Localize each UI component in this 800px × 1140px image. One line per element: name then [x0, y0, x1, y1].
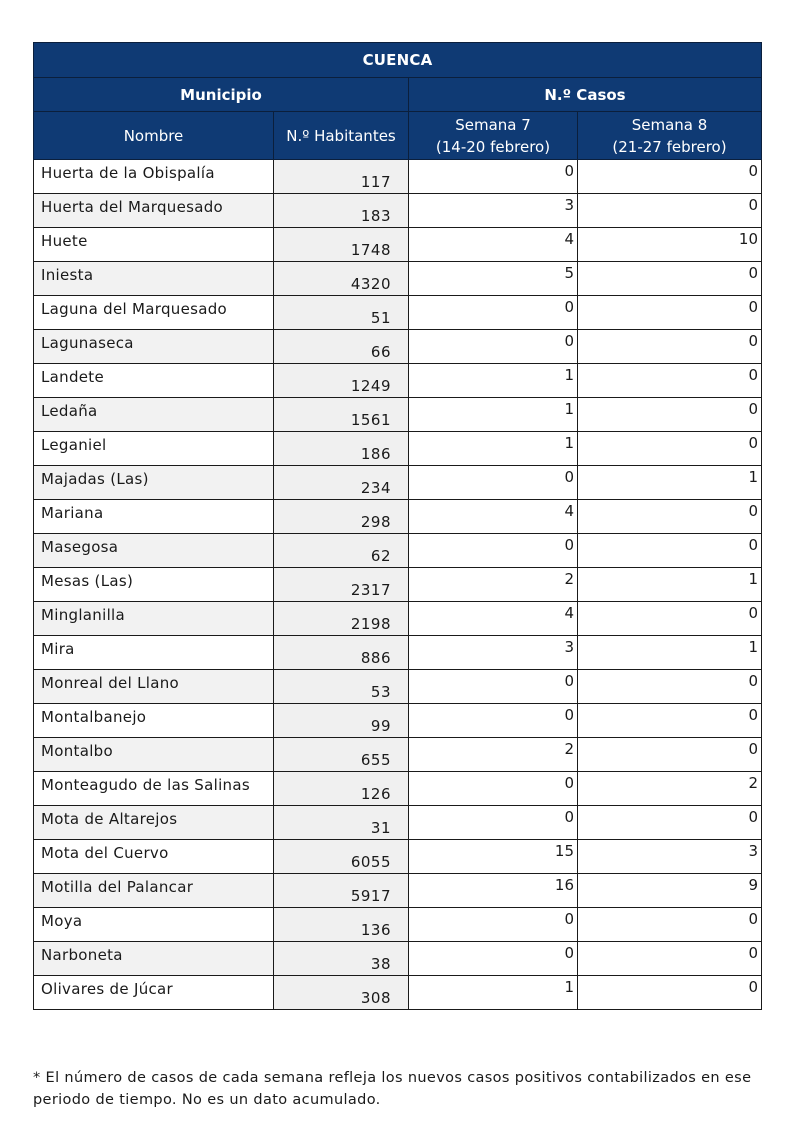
semana8-cases-cell: 0 [578, 704, 762, 738]
habitantes-cell: 31 [274, 806, 409, 840]
habitantes-cell: 186 [274, 432, 409, 466]
municipio-name-cell: Majadas (Las) [34, 466, 274, 500]
semana7-cases-cell: 1 [409, 976, 578, 1010]
table-row [34, 160, 762, 194]
municipio-name-cell: Masegosa [34, 534, 274, 568]
semana8-cases-cell: 0 [578, 330, 762, 364]
table-row [34, 262, 762, 296]
semana8-cases-cell: 0 [578, 670, 762, 704]
table-body [34, 160, 762, 1010]
semana7-cases-cell: 4 [409, 500, 578, 534]
table-title: CUENCA [34, 43, 762, 78]
table-row [34, 976, 762, 1010]
semana7-cases-cell: 0 [409, 330, 578, 364]
semana8-cases-cell: 0 [578, 738, 762, 772]
semana7-cases-cell: 4 [409, 602, 578, 636]
column-header-semana7 [409, 112, 578, 160]
municipio-name-cell: Landete [34, 364, 274, 398]
semana8-cases-cell: 2 [578, 772, 762, 806]
municipio-name-cell: Leganiel [34, 432, 274, 466]
semana7-cases-cell: 1 [409, 398, 578, 432]
table-row [34, 568, 762, 602]
table-row [34, 432, 762, 466]
habitantes-cell: 6055 [274, 840, 409, 874]
table-row [34, 500, 762, 534]
table-row [34, 942, 762, 976]
semana7-cases-cell: 0 [409, 806, 578, 840]
table-row [34, 806, 762, 840]
semana7-cases-cell: 0 [409, 466, 578, 500]
semana7-cases-cell: 3 [409, 194, 578, 228]
municipio-name-cell: Moya [34, 908, 274, 942]
table-row [34, 772, 762, 806]
habitantes-cell: 38 [274, 942, 409, 976]
semana7-cases-cell: 1 [409, 432, 578, 466]
table-row [34, 602, 762, 636]
semana7-cases-cell: 0 [409, 704, 578, 738]
semana8-cases-cell: 0 [578, 500, 762, 534]
municipio-name-cell: Olivares de Júcar [34, 976, 274, 1010]
cases-table-container [33, 42, 761, 1010]
municipio-name-cell: Ledaña [34, 398, 274, 432]
group-header-casos: N.º Casos [409, 78, 762, 112]
municipio-name-cell: Mesas (Las) [34, 568, 274, 602]
municipio-name-cell: Huerta del Marquesado [34, 194, 274, 228]
semana7-cases-cell: 0 [409, 296, 578, 330]
semana7-cases-cell: 0 [409, 942, 578, 976]
semana8-label: Semana 8 [631, 115, 708, 134]
footnote: * El número de casos de cada semana refleja los nuevos casos positivos contabilizados en ese periodo de tiempo. No es un dato acumulado. [33, 1070, 752, 1108]
semana7-cases-cell: 15 [409, 840, 578, 874]
table-row [34, 296, 762, 330]
table-row [34, 466, 762, 500]
municipio-name-cell: Montalbanejo [34, 704, 274, 738]
habitantes-cell: 51 [274, 296, 409, 330]
municipio-name-cell: Iniesta [34, 262, 274, 296]
semana8-dates: (21-27 febrero) [612, 137, 727, 156]
table-row [34, 670, 762, 704]
habitantes-cell: 308 [274, 976, 409, 1010]
habitantes-cell: 655 [274, 738, 409, 772]
semana8-cases-cell: 1 [578, 636, 762, 670]
habitantes-cell: 4320 [274, 262, 409, 296]
semana8-cases-cell: 0 [578, 534, 762, 568]
table-row [34, 228, 762, 262]
semana8-cases-cell: 0 [578, 398, 762, 432]
habitantes-cell: 2198 [274, 602, 409, 636]
semana7-cases-cell: 0 [409, 670, 578, 704]
municipio-name-cell: Monreal del Llano [34, 670, 274, 704]
habitantes-cell: 117 [274, 160, 409, 194]
municipio-name-cell: Montalbo [34, 738, 274, 772]
semana7-cases-cell: 0 [409, 534, 578, 568]
table-row [34, 874, 762, 908]
semana7-cases-cell: 16 [409, 874, 578, 908]
semana7-cases-cell: 0 [409, 160, 578, 194]
habitantes-cell: 126 [274, 772, 409, 806]
semana8-cases-cell: 9 [578, 874, 762, 908]
table-row [34, 364, 762, 398]
municipio-name-cell: Motilla del Palancar [34, 874, 274, 908]
semana7-dates: (14-20 febrero) [435, 137, 551, 156]
habitantes-cell: 1249 [274, 364, 409, 398]
semana7-cases-cell: 2 [409, 568, 578, 602]
table-row [34, 704, 762, 738]
semana7-cases-cell: 0 [409, 908, 578, 942]
semana8-cases-cell: 0 [578, 908, 762, 942]
semana7-cases-cell: 4 [409, 228, 578, 262]
column-header-nombre: Nombre [34, 112, 274, 160]
semana8-cases-cell: 0 [578, 806, 762, 840]
habitantes-cell: 66 [274, 330, 409, 364]
semana8-cases-cell: 10 [578, 228, 762, 262]
group-header-municipio: Municipio [34, 78, 409, 112]
municipio-name-cell: Monteagudo de las Salinas [34, 772, 274, 806]
semana8-cases-cell: 0 [578, 976, 762, 1010]
semana7-label: Semana 7 [455, 115, 531, 134]
semana7-cases-cell: 2 [409, 738, 578, 772]
semana8-cases-cell: 0 [578, 296, 762, 330]
semana8-cases-cell: 1 [578, 466, 762, 500]
municipio-name-cell: Narboneta [34, 942, 274, 976]
semana8-cases-cell: 0 [578, 262, 762, 296]
municipio-name-cell: Laguna del Marquesado [34, 296, 274, 330]
habitantes-cell: 2317 [274, 568, 409, 602]
habitantes-cell: 234 [274, 466, 409, 500]
municipio-name-cell: Lagunaseca [34, 330, 274, 364]
semana7-cases-cell: 5 [409, 262, 578, 296]
table-row [34, 534, 762, 568]
municipio-name-cell: Mota del Cuervo [34, 840, 274, 874]
semana7-cases-cell: 1 [409, 364, 578, 398]
habitantes-cell: 886 [274, 636, 409, 670]
column-header-semana8 [578, 112, 762, 160]
table-row [34, 636, 762, 670]
table-row [34, 330, 762, 364]
municipio-name-cell: Mira [34, 636, 274, 670]
municipio-name-cell: Huete [34, 228, 274, 262]
semana8-cases-cell: 0 [578, 432, 762, 466]
habitantes-cell: 99 [274, 704, 409, 738]
habitantes-cell: 62 [274, 534, 409, 568]
habitantes-cell: 5917 [274, 874, 409, 908]
habitantes-cell: 136 [274, 908, 409, 942]
semana8-cases-cell: 3 [578, 840, 762, 874]
municipio-name-cell: Mota de Altarejos [34, 806, 274, 840]
table-row [34, 908, 762, 942]
habitantes-cell: 1561 [274, 398, 409, 432]
semana8-cases-cell: 0 [578, 942, 762, 976]
municipio-name-cell: Mariana [34, 500, 274, 534]
habitantes-cell: 1748 [274, 228, 409, 262]
table-row [34, 738, 762, 772]
municipio-name-cell: Minglanilla [34, 602, 274, 636]
semana8-cases-cell: 0 [578, 364, 762, 398]
municipio-name-cell: Huerta de la Obispalía [34, 160, 274, 194]
column-header-habitantes: N.º Habitantes [274, 112, 409, 160]
cases-table [33, 42, 762, 1010]
semana8-cases-cell: 1 [578, 568, 762, 602]
table-row [34, 194, 762, 228]
semana8-cases-cell: 0 [578, 194, 762, 228]
table-row [34, 840, 762, 874]
semana8-cases-cell: 0 [578, 160, 762, 194]
habitantes-cell: 183 [274, 194, 409, 228]
table-row [34, 398, 762, 432]
habitantes-cell: 298 [274, 500, 409, 534]
habitantes-cell: 53 [274, 670, 409, 704]
semana7-cases-cell: 3 [409, 636, 578, 670]
semana7-cases-cell: 0 [409, 772, 578, 806]
semana8-cases-cell: 0 [578, 602, 762, 636]
